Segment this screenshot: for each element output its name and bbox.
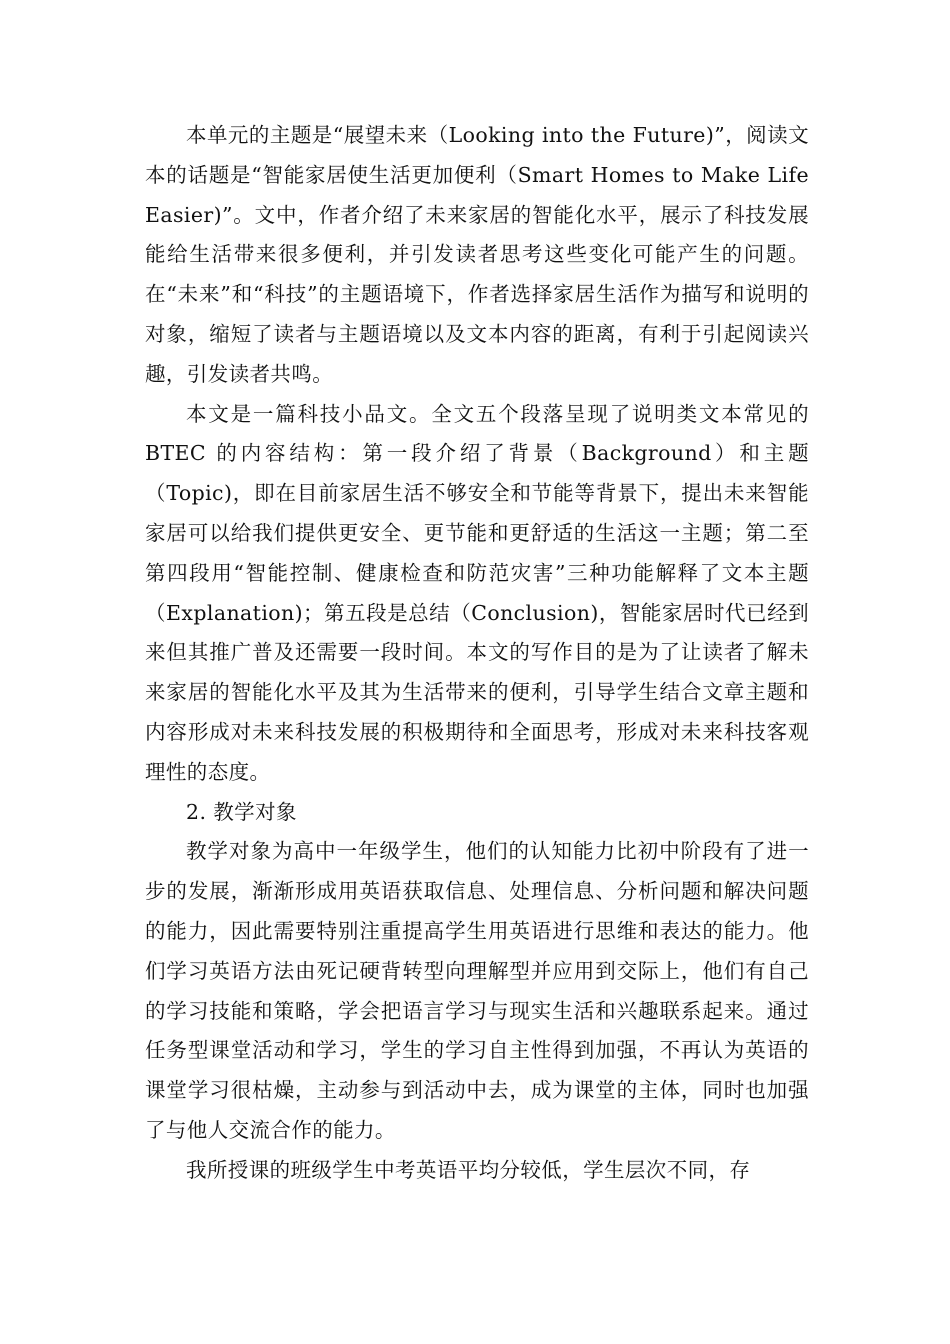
document-page [145,116,809,1191]
paragraph-text-structure: 本文是一篇科技小品文。全文五个段落呈现了说明类文本常见的 BTEC 的内容结构：第一段介绍了背景（Background）和主题（Topic)，即在目前家居生活不够安全和节能等背景下，提出未来智能家居可以给我们提供更安全、更节能和更舒适的生活这一主题；第二至第四段用“智能控制、健康检查和防范灾害”三种功能解释了文本主题（Explanation)；第五段是总结（Conclusion)，智能家居时代已经到来但其推广普及还需要一段时间。本文的写作目的是为了让读者了解未来家居的智能化水平及其为生活带来的便利，引导学生结合文章主题和内容形成对未来科技发展的积极期待和全面思考，形成对未来科技客观理性的态度。 [145,401,809,784]
paragraph-class-situation: 我所授课的班级学生中考英语平均分较低，学生层次不同，存 [186,1157,751,1182]
section-heading-teaching-objects: 2. 教学对象 [186,799,297,824]
paragraph-student-description: 教学对象为高中一年级学生，他们的认知能力比初中阶段有了进一步的发展，渐渐形成用英语获取信息、处理信息、分析问题和解决问题的能力，因此需要特别注重提高学生用英语进行思维和表达的能力。他们学习英语方法由死记硬背转型向理解型并应用到交际上，他们有自己的学习技能和策略，学会把语言学习与现实生活和兴趣联系起来。通过任务型课堂活动和学习，学生的学习自主性得到加强，不再认为英语的课堂学习很枯燥，主动参与到活动中去，成为课堂的主体，同时也加强了与他人交流合作的能力。 [145,839,809,1142]
paragraph-unit-theme: 本单元的主题是“展望未来（Looking into the Future)”，阅读文本的话题是“智能家居使生活更加便利（Smart Homes to Make Life Easier)”。文中，作者介绍了未来家居的智能化水平，展示了科技发展能给生活带来很多便利，并引发读者思考这些变化可能产生的问题。在“未来”和“科技”的主题语境下，作者选择家居生活作为描写和说明的对象，缩短了读者与主题语境以及文本内容的距离，有利于引起阅读兴趣，引发读者共鸣。 [145,123,809,386]
